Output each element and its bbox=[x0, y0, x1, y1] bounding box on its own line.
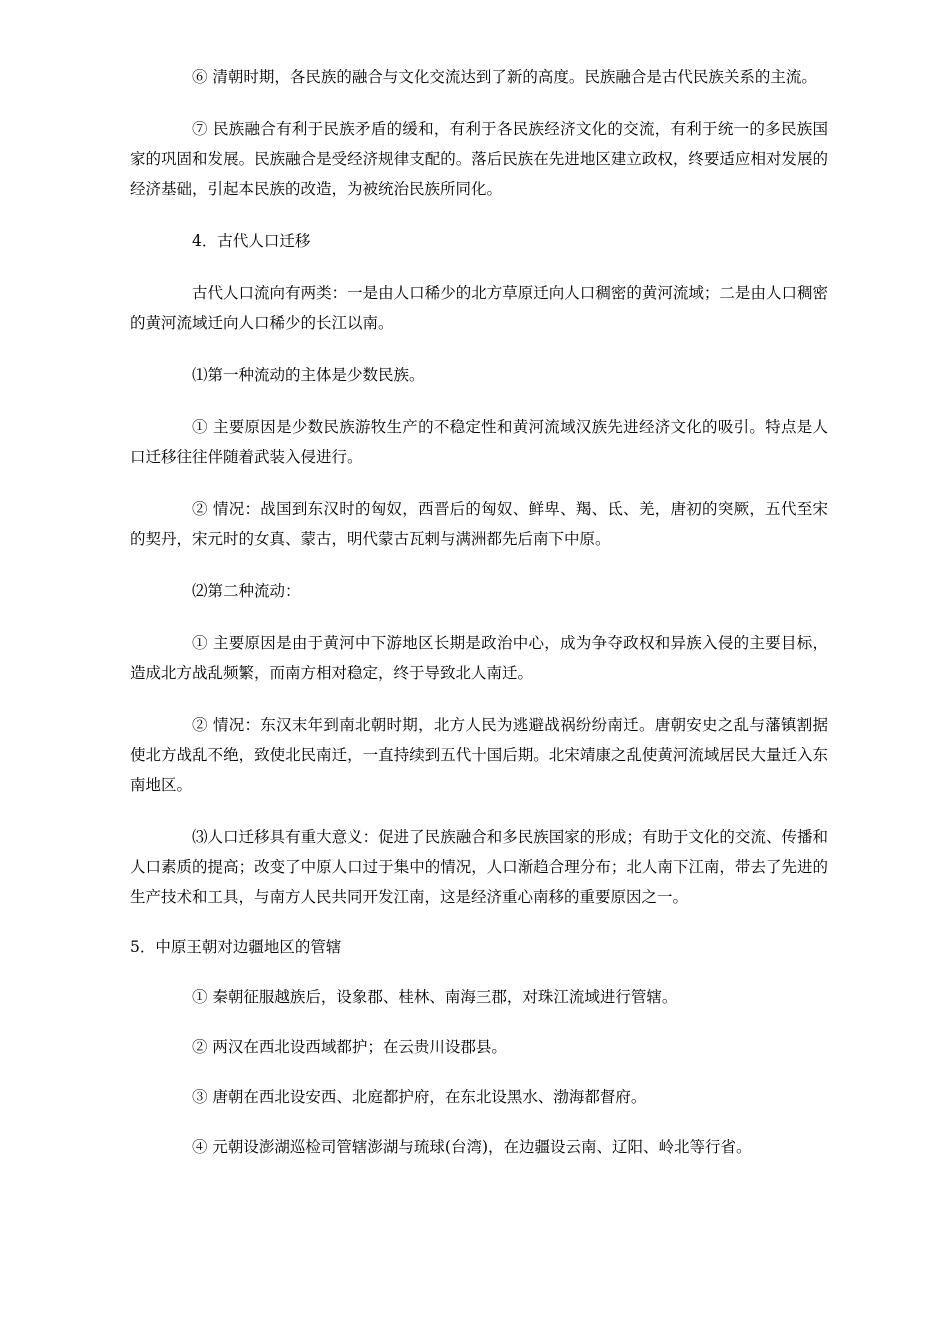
subheading-second-flow: ⑵第二种流动： bbox=[192, 582, 301, 600]
list-item-tang: ③ 唐朝在西北设安西、北庭都护府，在东北设黑水、渤海都督府。 bbox=[192, 1088, 647, 1106]
paragraph-second-flow-situation: ② 情况：东汉末年到南北朝时期，北方人民为逃避战祸纷纷南迁。唐朝安史之乱与藩镇割据使北方战乱不绝，致使北民南迁，一直持续到五代十国后期。北宋靖康之乱使黄河流域居民大量迁入东南地区。 bbox=[130, 716, 828, 794]
section-heading-5: 5．中原王朝对边疆地区的管辖 bbox=[130, 938, 342, 956]
paragraph-migration-significance: ⑶人口迁移具有重大意义：促进了民族融合和多民族国家的形成；有助于文化的交流、传播和人口素质的提高；改变了中原人口过于集中的情况，人口渐趋合理分布；北人南下江南，带去了先进的生产技术和工具，与南方人民共同开发江南，这是经济重心南移的重要原因之一。 bbox=[130, 828, 828, 906]
document-body bbox=[130, 62, 828, 1162]
list-item-qin: ① 秦朝征服越族后，设象郡、桂林、南海三郡，对珠江流域进行管辖。 bbox=[192, 988, 678, 1006]
paragraph-second-flow-cause: ① 主要原因是由于黄河中下游地区长期是政治中心，成为争夺政权和异族入侵的主要目标，造成北方战乱频繁，而南方相对稳定，终于导致北人南迁。 bbox=[130, 634, 828, 682]
paragraph-migration-overview: 古代人口流向有两类：一是由人口稀少的北方草原迁向人口稠密的黄河流域；二是由人口稠密的黄河流域迁向人口稀少的长江以南。 bbox=[130, 284, 828, 332]
paragraph-first-flow-cause: ① 主要原因是少数民族游牧生产的不稳定性和黄河流域汉族先进经济文化的吸引。特点是人口迁移往往伴随着武装入侵进行。 bbox=[130, 418, 828, 466]
section-heading-4: 4．古代人口迁移 bbox=[192, 232, 311, 250]
paragraph-fusion-significance: ⑦ 民族融合有利于民族矛盾的缓和，有利于各民族经济文化的交流，有利于统一的多民族国家的巩固和发展。民族融合是受经济规律支配的。落后民族在先进地区建立政权，终要适应相对发展的经济基础，引起本民族的改造，为被统治民族所同化。 bbox=[130, 120, 828, 198]
list-item-yuan: ④ 元朝设澎湖巡检司管辖澎湖与琉球(台湾)，在边疆设云南、辽阳、岭北等行省。 bbox=[192, 1138, 752, 1156]
paragraph-first-flow-situation: ② 情况：战国到东汉时的匈奴，西晋后的匈奴、鲜卑、羯、氐、羌，唐初的突厥，五代至宋的契丹，宋元时的女真、蒙古，明代蒙古瓦剌与满洲都先后南下中原。 bbox=[130, 500, 828, 548]
paragraph-qing-fusion: ⑥ 清朝时期，各民族的融合与文化交流达到了新的高度。民族融合是古代民族关系的主流。 bbox=[192, 68, 817, 86]
list-item-han: ② 两汉在西北设西域都护；在云贵川设郡县。 bbox=[192, 1038, 507, 1056]
subheading-first-flow: ⑴第一种流动的主体是少数民族。 bbox=[192, 366, 425, 384]
